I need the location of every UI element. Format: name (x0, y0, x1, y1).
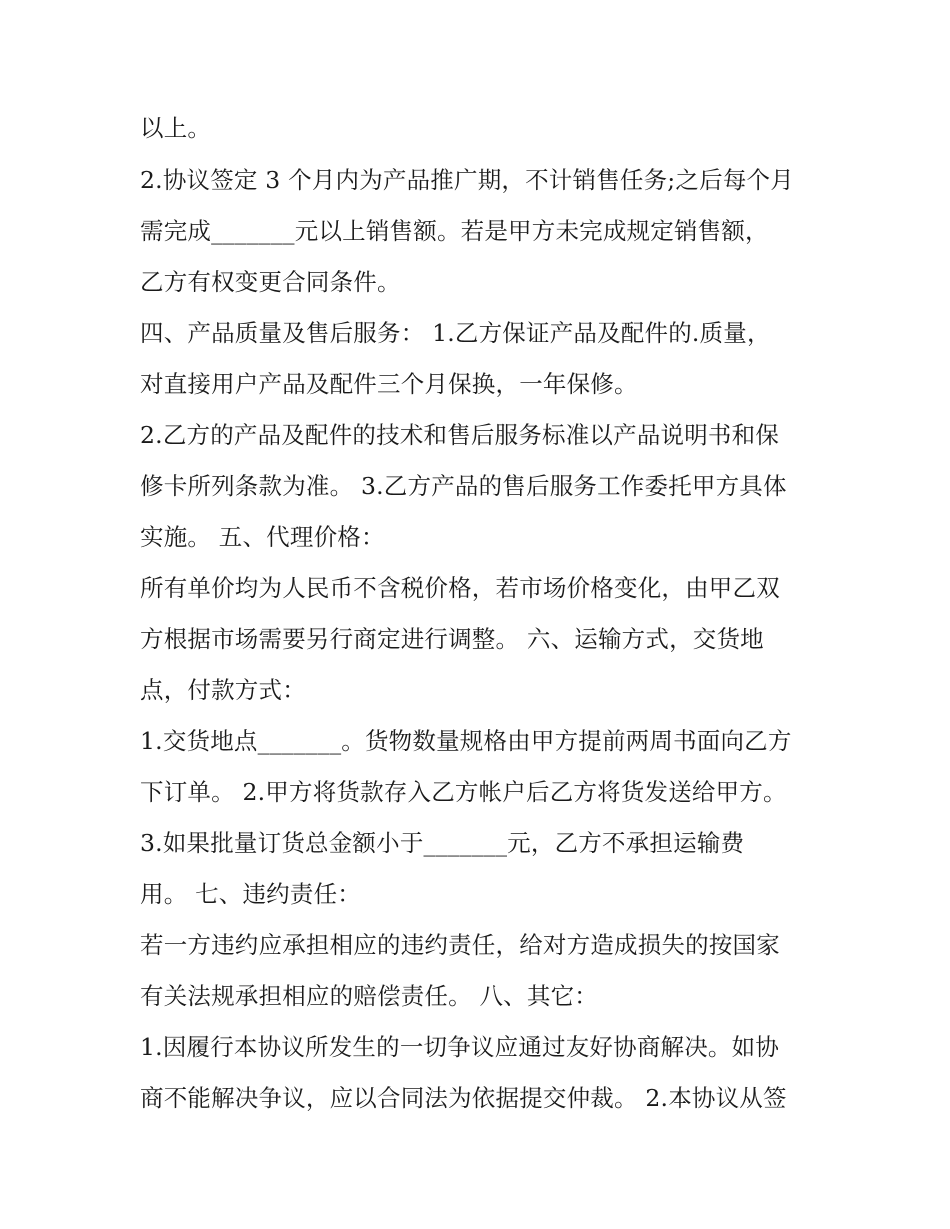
text-line: 3.如果批量订货总金额小于_______元，乙方不承担运输费 (140, 829, 745, 857)
text-line: 1.因履行本协议所发生的一切争议应通过友好协商解决。如协 (140, 1033, 780, 1061)
text-line: 实施。 五、代理价格： (140, 523, 385, 551)
text-line: 点，付款方式： (140, 676, 306, 704)
text-line: 修卡所列条款为准。 3.乙方产品的售后服务工作委托甲方具体 (140, 472, 787, 500)
text-line: 以上。 (140, 114, 212, 142)
text-line: 2.乙方的产品及配件的技术和售后服务标准以产品说明书和保 (140, 421, 780, 449)
text-line: 对直接用户产品及配件三个月保换，一年保修。 (140, 370, 638, 398)
text-line: 用。 七、违约责任： (140, 880, 361, 908)
text-line: 有关法规承担相应的赔偿责任。 八、其它： (140, 982, 598, 1010)
text-line: 四、产品质量及售后服务： 1.乙方保证产品及配件的.质量， (140, 319, 771, 347)
text-line: 下订单。 2.甲方将货款存入乙方帐户后乙方将货发送给甲方。 (140, 778, 787, 806)
text-line: 商不能解决争议，应以合同法为依据提交仲裁。 2.本协议从签 (140, 1084, 787, 1112)
text-line: 需完成_______元以上销售额。若是甲方未完成规定销售额， (140, 217, 769, 245)
text-line: 乙方有权变更合同条件。 (140, 268, 401, 296)
text-line: 方根据市场需要另行商定进行调整。 六、运输方式，交货地 (140, 625, 764, 653)
text-line: 2.协议签定 3 个月内为产品推广期，不计销售任务;之后每个月 (140, 166, 794, 194)
text-line: 所有单价均为人民币不含税价格，若市场价格变化，由甲乙双 (140, 574, 780, 602)
text-line: 若一方违约应承担相应的违约责任，给对方造成损失的按国家 (140, 931, 780, 959)
text-line: 1.交货地点_______。货物数量规格由甲方提前两周书面向乙方 (140, 727, 792, 755)
